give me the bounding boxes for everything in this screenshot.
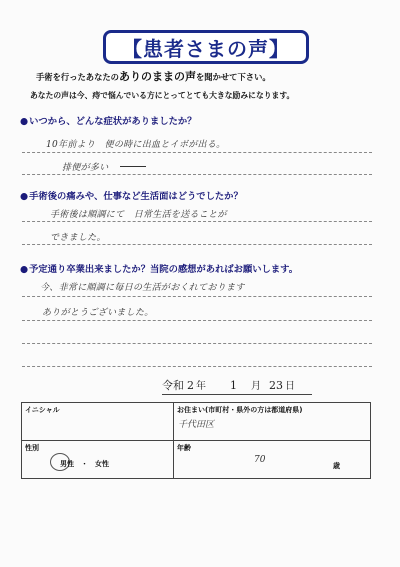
bullet-icon: ●	[20, 191, 29, 202]
answer-rule	[22, 320, 372, 321]
question-1-text: いつから、どんな症状がありましたか？	[29, 116, 197, 127]
date-underline	[162, 394, 312, 395]
page-title: 【患者さまの声】	[103, 30, 309, 64]
answer-rule	[22, 221, 372, 222]
answer-rule	[22, 296, 372, 297]
initial-label: イニシャル	[25, 406, 60, 414]
strike-through	[120, 166, 146, 167]
answer-2-line-1: 手術後は順調にて 日常生活を送ることが	[50, 210, 227, 220]
intro-emphasis: ありのままの声	[118, 70, 196, 83]
question-2	[20, 188, 243, 202]
question-1	[20, 113, 196, 127]
answer-rule	[22, 366, 372, 367]
address-label: お住まい(市町村・県外の方は都道府県)	[177, 406, 303, 414]
answer-3-line-2: ありがとうございました。	[42, 308, 154, 318]
sex-options: 男性 ・ 女性	[60, 460, 109, 468]
date-year-label: 年	[196, 381, 206, 392]
intro-post: を聞かせて下さい。	[195, 72, 271, 82]
age-label: 年齢	[177, 444, 191, 452]
intro-line-1	[36, 68, 366, 84]
date-era: 令和	[162, 379, 184, 392]
answer-rule	[22, 343, 372, 344]
answer-1-line-2: 排便が多い	[62, 163, 109, 173]
sex-label: 性別	[25, 444, 39, 452]
answer-2-line-2: できました。	[50, 233, 106, 243]
answer-rule	[22, 152, 372, 153]
date-month-label: 月	[251, 381, 261, 392]
address-cell[interactable]	[174, 403, 371, 441]
question-2-text: 手術後の痛みや、仕事など生活面はどうでしたか？	[29, 191, 243, 202]
sex-cell[interactable]	[22, 441, 174, 479]
date-day-label: 日	[285, 381, 295, 392]
intro-pre: 手術を行ったあなたの	[36, 72, 119, 82]
bullet-icon: ●	[20, 116, 29, 127]
question-3	[20, 261, 298, 275]
date	[162, 377, 297, 393]
question-3-text: 予定通り卒業出来ましたか？当院の感想があればお願いします。	[29, 264, 298, 275]
answer-3-line-1: 今、非常に順調に毎日の生活がおくれております	[40, 283, 245, 293]
answer-1-line-1: 10年前より 便の時に出血とイボが出る。	[46, 140, 226, 150]
date-day: 23	[269, 379, 283, 392]
answer-rule	[22, 174, 372, 175]
age-unit: 歳	[333, 462, 340, 470]
age-cell[interactable]	[174, 441, 371, 479]
patient-info-table	[21, 402, 371, 479]
date-month: 1	[230, 379, 237, 392]
date-year: 2	[187, 379, 194, 392]
intro-line-2: あなたの声は今、痔で悩んでいる方にとってとても大きな励みになります。	[30, 91, 295, 100]
address-value: 千代田区	[178, 420, 215, 430]
initial-cell[interactable]	[22, 403, 174, 441]
answer-rule	[22, 244, 372, 245]
bullet-icon: ●	[20, 264, 29, 275]
age-value: 70	[254, 455, 266, 465]
